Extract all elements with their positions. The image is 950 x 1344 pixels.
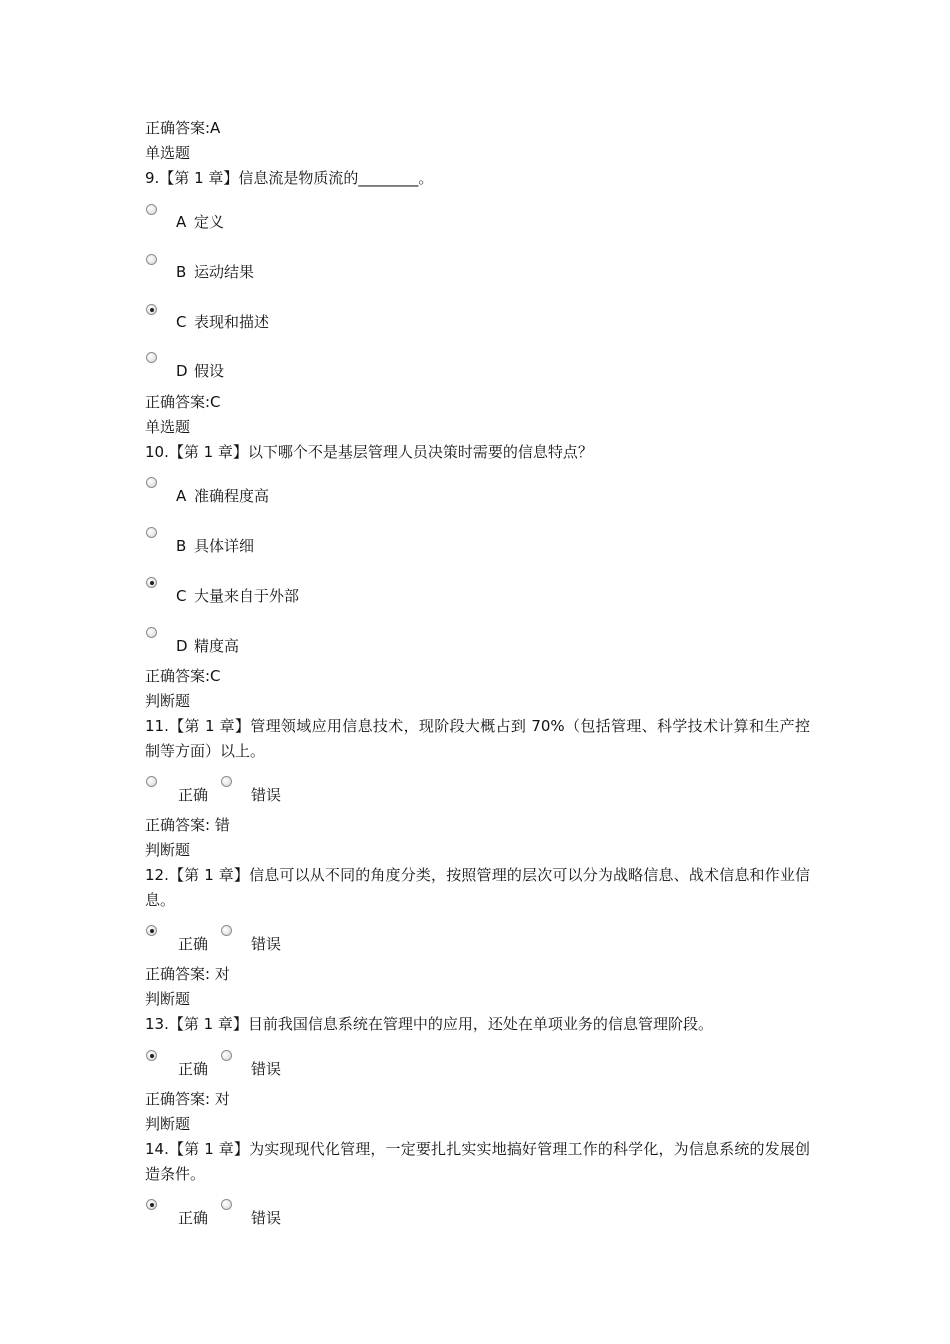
option-text: 具体详细 — [194, 537, 255, 555]
answer-line: 正确答案: 对 — [145, 965, 230, 983]
false-label: 错误 — [251, 935, 282, 953]
option-c — [176, 312, 269, 332]
option-c-radio[interactable] — [146, 304, 157, 315]
option-letter: A — [176, 213, 187, 231]
question-text: 13.【第 1 章】目前我国信息系统在管理中的应用，还处在单项业务的信息管理阶段。 — [145, 1015, 713, 1033]
question-text: 9.【第 1 章】信息流是物质流的________。 — [145, 169, 434, 187]
question-text: 12.【第 1 章】信息可以从不同的角度分类，按照管理的层次可以分为战略信息、战术信息和作业信息。 — [145, 866, 810, 909]
option-b-radio[interactable] — [146, 254, 157, 265]
option-letter: C — [176, 587, 187, 605]
option-b-radio[interactable] — [146, 527, 157, 538]
answer-line: 正确答案:C — [145, 393, 221, 411]
option-b — [176, 262, 254, 282]
false-radio[interactable] — [221, 1050, 232, 1061]
question-type: 单选题 — [145, 144, 191, 162]
option-text: 运动结果 — [194, 263, 255, 281]
answer-line: 正确答案:C — [145, 667, 221, 685]
question-text: 14.【第 1 章】为实现现代化管理，一定要扎扎实实地搞好管理工作的科学化，为信息系统的发展创造条件。 — [145, 1140, 810, 1183]
true-radio[interactable] — [146, 925, 157, 936]
option-d — [176, 636, 239, 656]
option-text: 定义 — [194, 213, 225, 231]
option-d-radio[interactable] — [146, 352, 157, 363]
false-radio[interactable] — [221, 776, 232, 787]
question-type: 判断题 — [145, 692, 191, 710]
option-letter: B — [176, 263, 187, 281]
question-type: 判断题 — [145, 990, 191, 1008]
question-type: 判断题 — [145, 1115, 191, 1133]
question-text: 10.【第 1 章】以下哪个不是基层管理人员决策时需要的信息特点？ — [145, 443, 593, 461]
true-label: 正确 — [178, 786, 209, 804]
option-a-radio[interactable] — [146, 204, 157, 215]
option-d — [176, 361, 224, 381]
true-label: 正确 — [178, 1060, 209, 1078]
option-a — [176, 212, 224, 232]
option-c — [176, 586, 299, 606]
answer-line: 正确答案: 错 — [145, 816, 230, 834]
true-radio[interactable] — [146, 1199, 157, 1210]
true-label: 正确 — [178, 935, 209, 953]
option-text: 准确程度高 — [194, 487, 270, 505]
option-a-radio[interactable] — [146, 477, 157, 488]
option-a — [176, 486, 269, 506]
option-text: 表现和描述 — [194, 313, 270, 331]
option-c-radio[interactable] — [146, 577, 157, 588]
answer-line: 正确答案: 对 — [145, 1090, 230, 1108]
option-letter: D — [176, 637, 188, 655]
false-label: 错误 — [251, 786, 282, 804]
question-type: 判断题 — [145, 841, 191, 859]
false-radio[interactable] — [221, 1199, 232, 1210]
option-text: 大量来自于外部 — [194, 587, 300, 605]
option-letter: C — [176, 313, 187, 331]
true-radio[interactable] — [146, 1050, 157, 1061]
true-label: 正确 — [178, 1209, 209, 1227]
option-d-radio[interactable] — [146, 627, 157, 638]
false-label: 错误 — [251, 1060, 282, 1078]
option-letter: A — [176, 487, 187, 505]
question-type: 单选题 — [145, 418, 191, 436]
question-text: 11.【第 1 章】管理领域应用信息技术，现阶段大概占到 70%（包括管理、科学技术计算和生产控制等方面）以上。 — [145, 717, 810, 760]
option-text: 假设 — [194, 362, 225, 380]
false-radio[interactable] — [221, 925, 232, 936]
option-letter: D — [176, 362, 188, 380]
option-text: 精度高 — [194, 637, 240, 655]
answer-line: 正确答案:A — [145, 119, 221, 137]
option-letter: B — [176, 537, 187, 555]
true-radio[interactable] — [146, 776, 157, 787]
option-b — [176, 536, 254, 556]
false-label: 错误 — [251, 1209, 282, 1227]
